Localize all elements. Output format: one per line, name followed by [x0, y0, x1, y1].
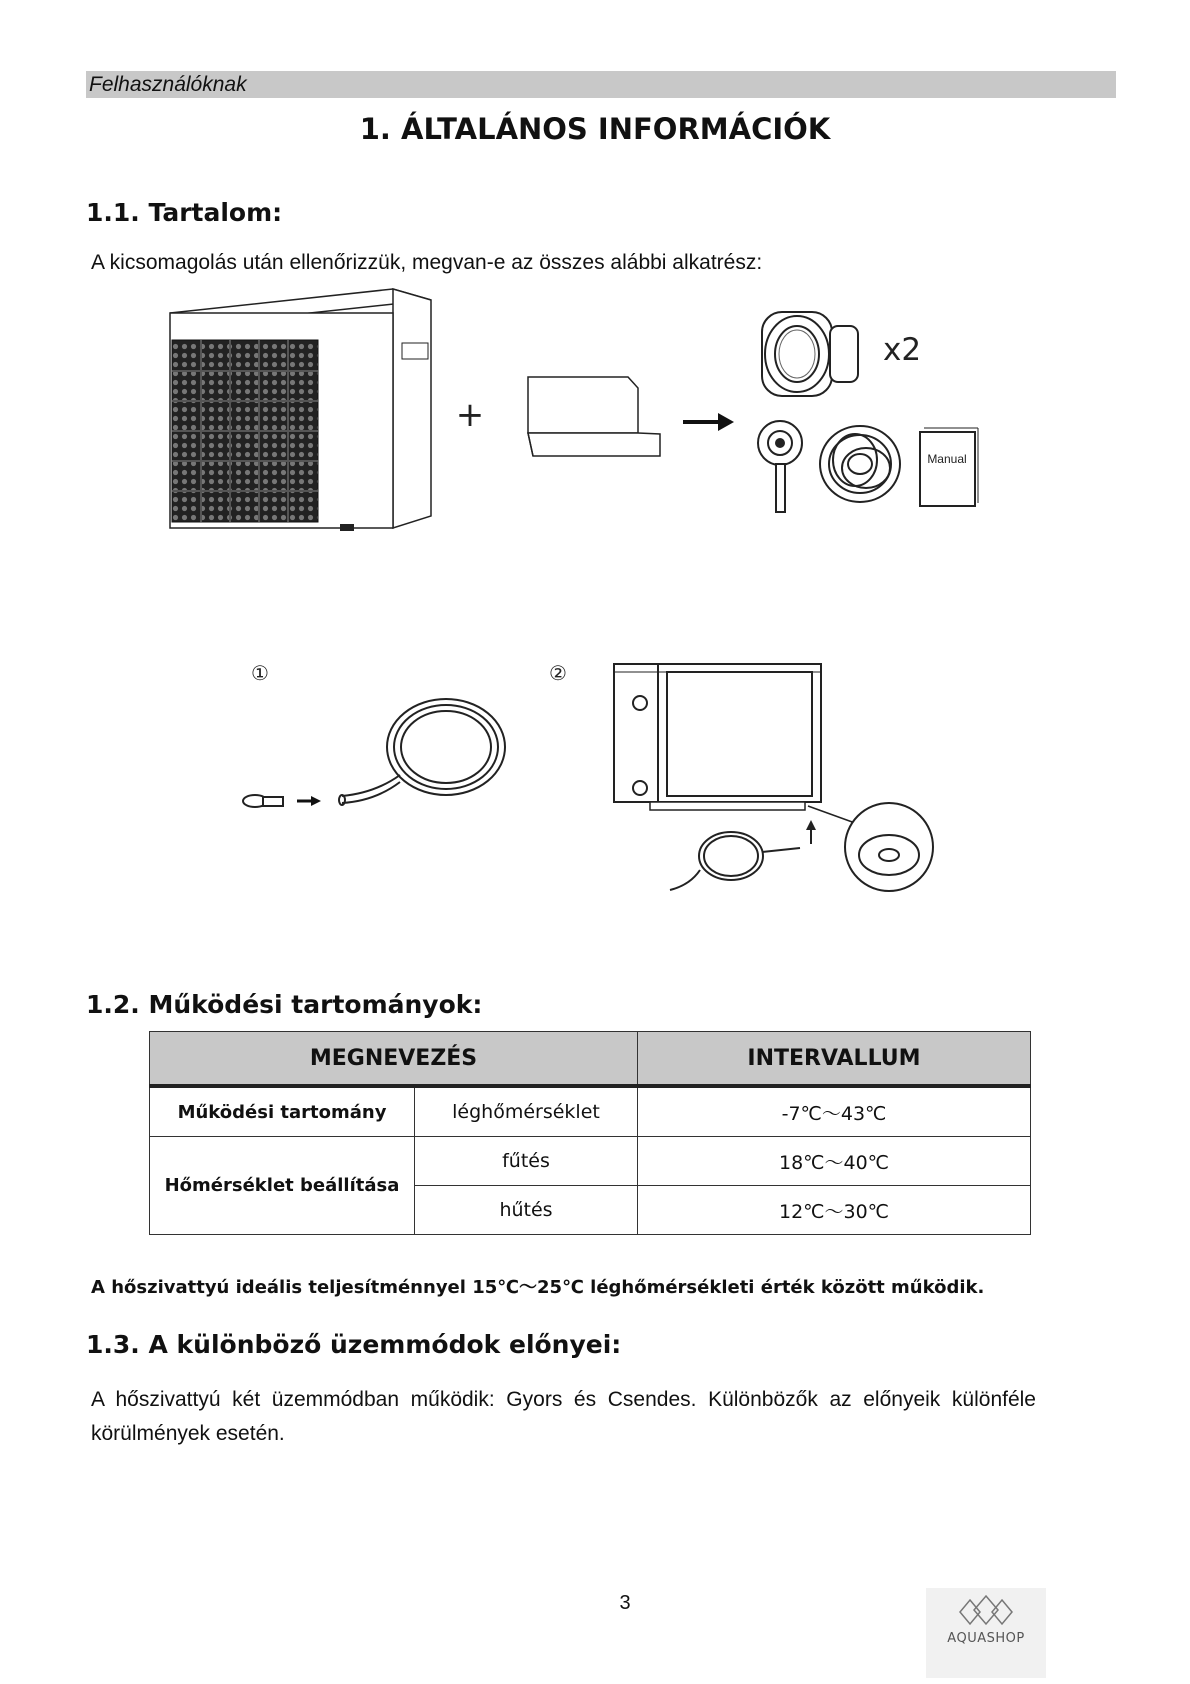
section-heading-modes: 1.3. A különböző üzemmódok előnyei:: [86, 1330, 622, 1359]
table-header-row: [150, 1032, 1031, 1087]
section-heading-ranges: 1.2. Működési tartományok:: [86, 990, 483, 1019]
table-cell-sub: hűtés: [415, 1186, 638, 1235]
header-text: Felhasználóknak: [89, 73, 247, 96]
arrow-right-icon: [683, 413, 734, 431]
table-row: [150, 1086, 1031, 1137]
step-1-marker: ①: [251, 661, 269, 685]
quantity-label: x2: [883, 332, 922, 368]
ideal-range-note: A hőszivattyú ideális teljesítménnyel 15℃～25℃ léghőmérsékleti érték között működik.: [91, 1277, 985, 1298]
table-cell-range: 12℃～30℃: [638, 1186, 1031, 1235]
table-cell-sub: léghőmérséklet: [415, 1086, 638, 1137]
coiled-hose-drawing: [820, 426, 900, 502]
aquashop-logo-graphic: [926, 1588, 1046, 1678]
modes-paragraph: A hőszivattyú két üzemmódban működik: Gyors és Csendes. Különbözők az előnyeik különféle körülmények esetén.: [91, 1388, 1036, 1445]
table-cell-name: Működési tartomány: [150, 1086, 415, 1137]
step-1-connector-drawing: [243, 795, 321, 807]
step-2-hose-drawing: [670, 806, 855, 890]
step-2-detail-zoom: [845, 803, 933, 891]
table-header-interval: INTERVALLUM: [638, 1032, 1031, 1087]
logo-text: AQUASHOP: [947, 1631, 1025, 1646]
plus-sign: +: [455, 395, 485, 435]
table-cell-name: Hőmérséklet beállítása: [150, 1137, 415, 1235]
heat-pump-unit-drawing: [170, 289, 431, 531]
drain-connector-drawing: [758, 421, 802, 512]
table-cell-range: 18℃～40℃: [638, 1137, 1031, 1186]
table-cell-sub: fűtés: [415, 1137, 638, 1186]
page-number: 3: [619, 1592, 631, 1614]
manual-label: Manual: [927, 452, 967, 466]
table-row: [150, 1137, 1031, 1186]
pipe-fitting-drawing: [762, 312, 858, 396]
aquashop-logo: [926, 1588, 1046, 1678]
section-heading-contents: 1.1. Tartalom:: [86, 198, 283, 227]
operating-range-table: [149, 1031, 1031, 1235]
step-1-hose-drawing: [339, 699, 505, 805]
table-cell-range: -7℃～43℃: [638, 1086, 1031, 1137]
contents-intro: A kicsomagolás után ellenőrizzük, megvan-e az összes alábbi alkatrész:: [91, 251, 763, 274]
table-header-name: MEGNEVEZÉS: [150, 1032, 638, 1087]
step-2-unit-drawing: [614, 664, 821, 810]
step-2-marker: ②: [549, 661, 567, 685]
manual-booklet-drawing: [920, 428, 978, 506]
cover-drawing: [528, 377, 660, 456]
page-title: 1. ÁLTALÁNOS INFORMÁCIÓK: [359, 112, 831, 146]
